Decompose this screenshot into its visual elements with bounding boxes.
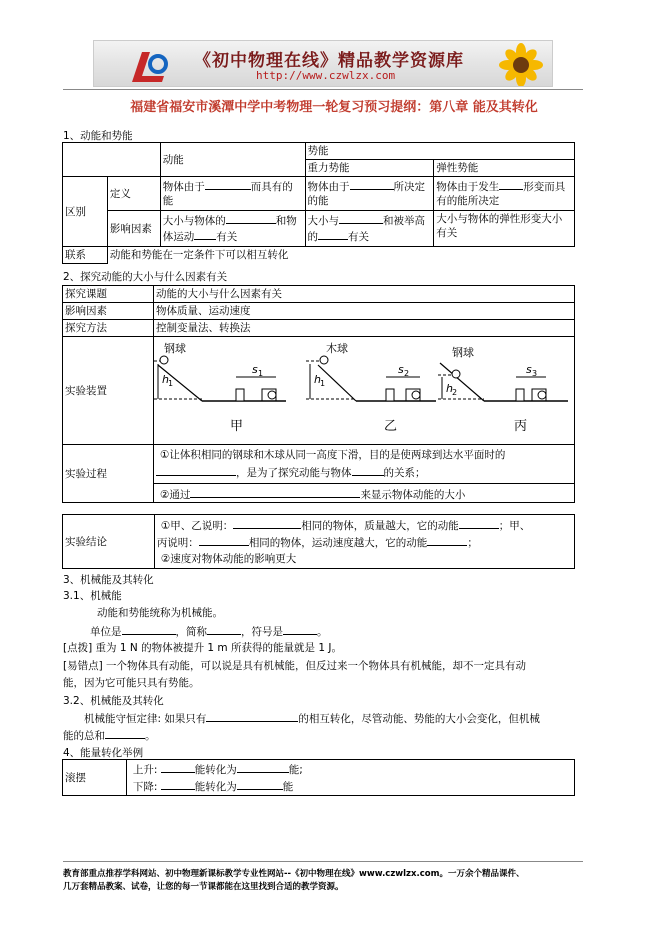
blank-field[interactable] <box>206 710 298 722</box>
document-title: 福建省福安市溪潭中学中考物理一轮复习预习提纲：第八章 能及其转化 <box>130 100 538 115</box>
exp-row-label: 影响因素 <box>63 303 154 320</box>
def-gravity: 物体由于 所决定的能 <box>305 177 434 211</box>
ball-label: 木球 <box>326 342 349 355</box>
blank-field[interactable] <box>237 761 289 773</box>
fac-gravity: 大小与 和被举高的 有关 <box>305 211 434 247</box>
exp-row-value: 物体质量、运动速度 <box>154 303 575 320</box>
apparatus-label: 实验装置 <box>63 337 154 445</box>
pitfall-line-1: [易错点] 一个物体具有动能，可以说是具有机械能，但反过来一个物体具有机械能，却不一定具有动 <box>63 660 527 672</box>
exp-row-label: 探究方法 <box>63 320 154 337</box>
blank-field[interactable] <box>237 778 283 790</box>
exp-row-value: 控制变量法、转换法 <box>154 320 575 337</box>
svg-text:1: 1 <box>320 379 326 388</box>
conclusion-label: 实验结论 <box>63 515 155 569</box>
block-icon <box>516 389 524 401</box>
blank-field[interactable] <box>105 727 145 739</box>
blank-field[interactable] <box>350 178 394 190</box>
row-link: 联系 <box>63 247 108 264</box>
def-elastic: 物体由于发生 形变而具有的能所决定 <box>434 177 575 211</box>
sunflower-icon <box>490 43 552 86</box>
blank-field[interactable] <box>226 212 276 224</box>
blank-field[interactable] <box>161 778 195 790</box>
height-label: h <box>446 382 453 395</box>
conservation-line-2: 能的总和 。 <box>63 727 156 743</box>
ball-label: 钢球 <box>452 346 475 359</box>
conservation-line-1: 机械能守恒定律: 如果只有 的相互转化，尽管动能、势能的大小会变化，但机械 <box>84 710 540 726</box>
process-line-1: ①让体积相同的钢球和木球从同一高度下滑，目的是使两球到达水平面时的 <box>160 449 506 461</box>
blank-field[interactable] <box>194 228 216 240</box>
process-line-3: ②通过 来显示物体动能的大小 <box>154 483 574 502</box>
rising-line: 上升: 能转化为 能; <box>133 761 574 778</box>
tip-line: [点拨] 重为 1 N 的物体被提升 1 m 所获得的能量就是 1 J。 <box>63 642 342 654</box>
block-icon <box>236 389 244 401</box>
conclusion-line-2: 丙说明： 相同的物体，运动速度越大，它的动能 ； <box>157 534 574 551</box>
apparatus-figure-cell <box>154 337 575 445</box>
falling-line: 下降: 能转化为 能 <box>133 778 574 795</box>
blank-field[interactable] <box>352 464 384 476</box>
blank-field[interactable] <box>318 228 348 240</box>
section-3-1-heading: 3.1、机械能 <box>63 590 122 602</box>
table-corner <box>63 143 161 177</box>
header-banner <box>93 40 553 87</box>
ball-label: 钢球 <box>164 342 187 355</box>
conclusion-line-3: ②速度对物体动能的影响更大 <box>160 553 297 565</box>
conversion-table <box>62 759 575 796</box>
col-elastic: 弹性势能 <box>434 160 575 177</box>
header-rule <box>63 89 583 90</box>
blank-field[interactable] <box>205 178 251 190</box>
conclusion-cell <box>154 515 574 569</box>
height-label: h <box>162 373 169 386</box>
blank-field[interactable] <box>459 517 499 529</box>
col-kinetic: 动能 <box>160 143 305 177</box>
section-4-heading: 4、能量转化举例 <box>63 747 144 759</box>
exp-row-value: 动能的大小与什么因素有关 <box>154 286 575 303</box>
blank-field[interactable] <box>190 486 360 498</box>
blank-field[interactable] <box>339 212 383 224</box>
blank-field[interactable] <box>207 623 241 635</box>
unit-line: 单位是 ，简称 ，符号是 。 <box>90 623 328 639</box>
col-potential: 势能 <box>305 143 574 160</box>
blank-field[interactable] <box>283 623 317 635</box>
block-icon <box>386 389 394 401</box>
blank-field[interactable] <box>199 534 249 546</box>
steel-ball <box>160 356 168 364</box>
mechanical-energy-def: 动能和势能统称为机械能。 <box>97 607 223 619</box>
blank-field[interactable] <box>427 534 467 546</box>
row-diff: 区别 <box>63 177 108 247</box>
footer-line-1: 教育部重点推荐学科网站、初中物理新课标教学专业性网站--《初中物理在线》www.czwlzx.com。一万余个精品课件、 <box>63 869 525 879</box>
energy-table <box>62 142 575 264</box>
pendulum-label: 滚摆 <box>63 760 127 796</box>
svg-text:1: 1 <box>258 369 264 378</box>
blank-field[interactable] <box>156 464 236 476</box>
exp-row-label: 探究课题 <box>63 286 154 303</box>
setup-panel-jia <box>154 341 286 434</box>
process-line-2: ，是为了探究动能与物体 的关系； <box>154 462 574 480</box>
svg-text:2: 2 <box>404 369 410 378</box>
blank-field[interactable] <box>233 517 301 529</box>
site-logo-icon <box>124 44 176 86</box>
blank-field[interactable] <box>499 178 523 190</box>
pitfall-line-2: 能，因为它可能只具有势能。 <box>63 677 200 689</box>
panel-caption: 乙 <box>384 419 398 434</box>
footer-rule <box>63 861 583 862</box>
wood-ball <box>320 356 328 364</box>
section-3-heading: 3、机械能及其转化 <box>63 574 154 586</box>
fac-elastic: 大小与物体的弹性形变大小有关 <box>434 211 575 247</box>
panel-caption: 甲 <box>230 419 244 434</box>
steel-ball <box>452 370 460 378</box>
distance-label: s <box>398 363 404 376</box>
row-factor: 影响因素 <box>107 211 160 247</box>
def-kinetic: 物体由于 而具有的能 <box>160 177 305 211</box>
conclusion-table <box>62 514 575 569</box>
setup-panel-yi <box>306 341 436 434</box>
experiment-table <box>62 285 575 503</box>
distance-label: s <box>252 363 258 376</box>
svg-text:2: 2 <box>452 388 458 397</box>
panel-caption: 丙 <box>514 419 528 434</box>
height-label: h <box>314 373 321 386</box>
footer-line-2: 几万套精品教案、试卷，让您的每一节课都能在这里找到合适的教学资源。 <box>63 882 344 892</box>
svg-text:3: 3 <box>532 369 538 378</box>
section-1-heading: 1、动能和势能 <box>63 130 133 142</box>
conclusion-line-1: ①甲、乙说明： 相同的物体，质量越大，它的动能 ；甲、 <box>157 517 574 534</box>
process-cell <box>154 445 575 503</box>
section-2-heading: 2、探究动能的大小与什么因素有关 <box>63 271 228 283</box>
pendulum-cell <box>126 760 574 796</box>
blank-field[interactable] <box>161 761 195 773</box>
col-gravity: 重力势能 <box>305 160 434 177</box>
section-3-2-heading: 3.2、机械能及其转化 <box>63 695 164 707</box>
banner-title: 《初中物理在线》精品教学资源库 <box>194 51 464 71</box>
process-label: 实验过程 <box>63 445 154 503</box>
svg-text:1: 1 <box>168 379 174 388</box>
row-def: 定义 <box>107 177 160 211</box>
apparatus-figure <box>154 337 572 440</box>
fac-kinetic: 大小与物体的 和物体运动 有关 <box>160 211 305 247</box>
link-text: 动能和势能在一定条件下可以相互转化 <box>107 247 574 264</box>
distance-label: s <box>526 363 532 376</box>
footer <box>63 868 603 894</box>
blank-field[interactable] <box>122 623 176 635</box>
banner-url[interactable]: http://www.czwlzx.com <box>256 69 396 82</box>
setup-panel-bing <box>438 345 568 434</box>
